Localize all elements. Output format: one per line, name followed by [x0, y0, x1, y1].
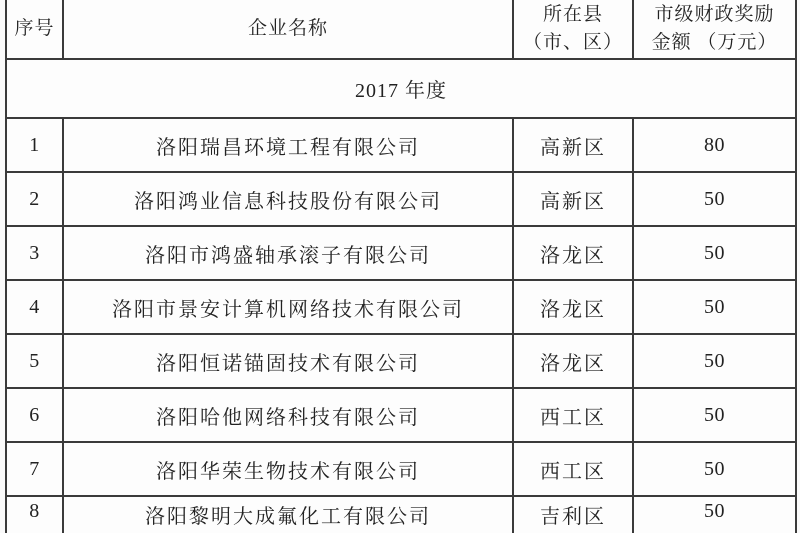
row-number: 4	[6, 280, 63, 334]
award-amount: 50	[633, 496, 796, 533]
district: 吉利区	[513, 496, 633, 533]
district: 西工区	[513, 388, 633, 442]
district: 高新区	[513, 172, 633, 226]
year-section-label: 2017 年度	[6, 59, 796, 118]
header-award-amount-line1: 市级财政奖励	[654, 4, 775, 26]
award-table	[5, 0, 797, 533]
company-name: 洛阳黎明大成氟化工有限公司	[63, 496, 513, 533]
table-header-row	[6, 0, 796, 59]
table-row	[6, 388, 796, 442]
award-amount: 50	[633, 334, 796, 388]
row-number: 6	[6, 388, 63, 442]
header-district-line2: （市、区）	[522, 32, 623, 53]
row-number: 1	[6, 118, 63, 172]
header-award-amount	[633, 0, 796, 59]
company-name: 洛阳市景安计算机网络技术有限公司	[63, 280, 513, 334]
district: 洛龙区	[513, 226, 633, 280]
award-amount: 50	[633, 172, 796, 226]
row-number: 5	[6, 334, 63, 388]
row-number: 3	[6, 226, 63, 280]
table-row	[6, 442, 796, 496]
award-amount: 80	[633, 118, 796, 172]
row-number: 2	[6, 172, 63, 226]
company-name: 洛阳鸿业信息科技股份有限公司	[63, 172, 513, 226]
header-award-amount-line2: 金额 （万元）	[651, 32, 778, 53]
district: 洛龙区	[513, 280, 633, 334]
header-district-line1: 所在县	[542, 4, 603, 26]
table-row-clipped	[6, 496, 796, 533]
company-name: 洛阳哈他网络科技有限公司	[63, 388, 513, 442]
row-number: 8	[6, 496, 63, 533]
header-district	[513, 0, 633, 59]
company-name: 洛阳瑞昌环境工程有限公司	[63, 118, 513, 172]
company-name: 洛阳市鸿盛轴承滚子有限公司	[63, 226, 513, 280]
table-row	[6, 172, 796, 226]
award-amount: 50	[633, 442, 796, 496]
district: 西工区	[513, 442, 633, 496]
year-section-row	[6, 59, 796, 118]
table-row	[6, 226, 796, 280]
header-company-name: 企业名称	[63, 0, 513, 59]
award-amount: 50	[633, 388, 796, 442]
table-row	[6, 118, 796, 172]
award-amount: 50	[633, 280, 796, 334]
header-serial-number: 序号	[6, 0, 63, 59]
company-name: 洛阳恒诺锚固技术有限公司	[63, 334, 513, 388]
district: 高新区	[513, 118, 633, 172]
row-number: 7	[6, 442, 63, 496]
table-row	[6, 334, 796, 388]
district: 洛龙区	[513, 334, 633, 388]
company-name: 洛阳华荣生物技术有限公司	[63, 442, 513, 496]
table-row	[6, 280, 796, 334]
award-amount: 50	[633, 226, 796, 280]
